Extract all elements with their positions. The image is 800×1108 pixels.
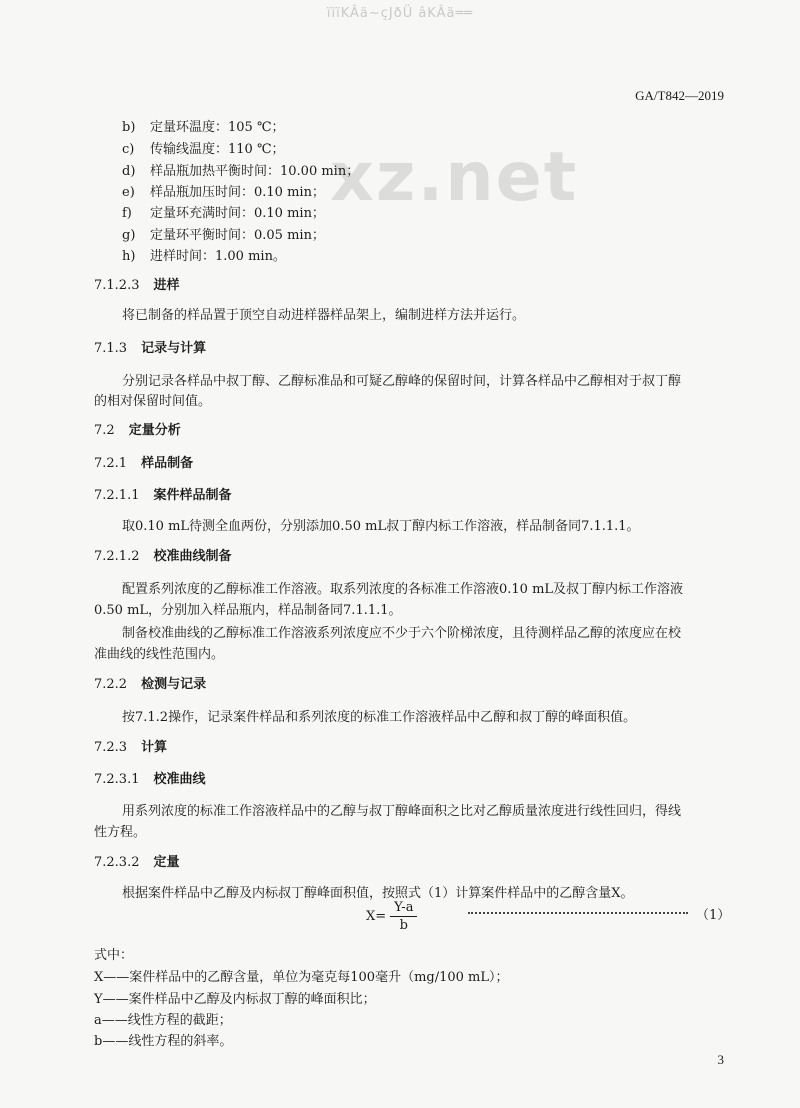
formula-lhs: X=: [366, 909, 387, 924]
section-heading-7-2-2: 7.2.2 检测与记录: [94, 677, 207, 692]
param-item: c) 传输线温度：110 ℃；: [122, 142, 285, 157]
param-item: b) 定量环温度：105 ℃；: [122, 120, 285, 135]
garbled-header-text: ïïïKÂä~çJðÜ âKÂä══: [326, 6, 474, 21]
paragraph: 制备校准曲线的乙醇标准工作溶液系列浓度应不少于六个阶梯浓度，且待测样品乙醇的浓度应在校: [122, 626, 682, 641]
paragraph-continuation: 准曲线的线性范围内。: [94, 647, 225, 662]
param-item: g) 定量环平衡时间：0.05 min；: [122, 228, 325, 243]
paragraph: 分别记录各样品中叔丁醇、乙醇标准品和可疑乙醇峰的保留时间，计算各样品中乙醇相对于叔丁醇: [122, 374, 682, 389]
formula-denominator: b: [399, 918, 408, 933]
formula: [366, 900, 417, 933]
section-heading-7-2-3-1: 7.2.3.1 校准曲线: [94, 772, 206, 787]
watermark: xz.net: [330, 138, 579, 217]
document-code: GA/T842—2019: [635, 88, 724, 103]
param-item: h) 进样时间：1.00 min。: [122, 249, 286, 264]
paragraph: 配置系列浓度的乙醇标准工作溶液。取系列浓度的各标准工作溶液0.10 mL及叔丁醇内标工作溶液: [122, 582, 684, 597]
section-heading-7-2-3: 7.2.3 计算: [94, 740, 168, 755]
param-item: d) 样品瓶加热平衡时间：10.00 min；: [122, 164, 360, 179]
formula-numerator: Y-a: [390, 900, 417, 917]
paragraph: 将已制备的样品置于顶空自动进样器样品架上，编制进样方法并运行。: [122, 308, 526, 323]
section-heading-7-2-3-2: 7.2.3.2 定量: [94, 855, 180, 870]
definitions-intro: 式中：: [94, 948, 134, 963]
formula-leader-dots: [468, 906, 688, 914]
definition-item: Y——案件样品中乙醇及内标叔丁醇的峰面积比；: [94, 992, 376, 1007]
paragraph-continuation: 性方程。: [94, 825, 147, 840]
equation-number: （1）: [696, 908, 731, 923]
paragraph-continuation: 的相对保留时间值。: [94, 394, 212, 409]
formula-fraction: [390, 900, 417, 933]
paragraph: 取0.10 mL待测全血两份，分别添加0.50 mL叔丁醇内标工作溶液，样品制备同7.1.1.1。: [122, 519, 640, 534]
section-heading-7-2-1-2: 7.2.1.2 校准曲线制备: [94, 549, 232, 564]
definition-item: a——线性方程的截距；: [94, 1013, 232, 1028]
section-heading-7-2-1-1: 7.2.1.1 案件样品制备: [94, 488, 232, 503]
paragraph: 按7.1.2操作，记录案件样品和系列浓度的标准工作溶液样品中乙醇和叔丁醇的峰面积值。: [122, 710, 637, 725]
param-item: e) 样品瓶加压时间：0.10 min；: [122, 185, 325, 200]
definition-item: b——线性方程的斜率。: [94, 1034, 233, 1049]
section-heading-7-2-1: 7.2.1 样品制备: [94, 456, 194, 471]
param-item: f) 定量环充满时间：0.10 min；: [122, 206, 325, 221]
section-heading-7-1-3: 7.1.3 记录与计算: [94, 341, 207, 356]
paragraph: 根据案件样品中乙醇及内标叔丁醇峰面积值，按照式（1）计算案件样品中的乙醇含量X。: [122, 886, 634, 901]
section-heading-7-1-2-3: 7.1.2.3 进样: [94, 278, 180, 293]
paragraph-continuation: 0.50 mL，分别加入样品瓶内，样品制备同7.1.1.1。: [94, 603, 402, 618]
page-number: 3: [717, 1052, 724, 1067]
section-heading-7-2: 7.2 定量分析: [94, 423, 181, 438]
paragraph: 用系列浓度的标准工作溶液样品中的乙醇与叔丁醇峰面积之比对乙醇质量浓度进行线性回归，得线: [122, 804, 682, 819]
definition-item: X——案件样品中的乙醇含量，单位为毫克每100毫升（mg/100 mL）；: [94, 970, 509, 985]
